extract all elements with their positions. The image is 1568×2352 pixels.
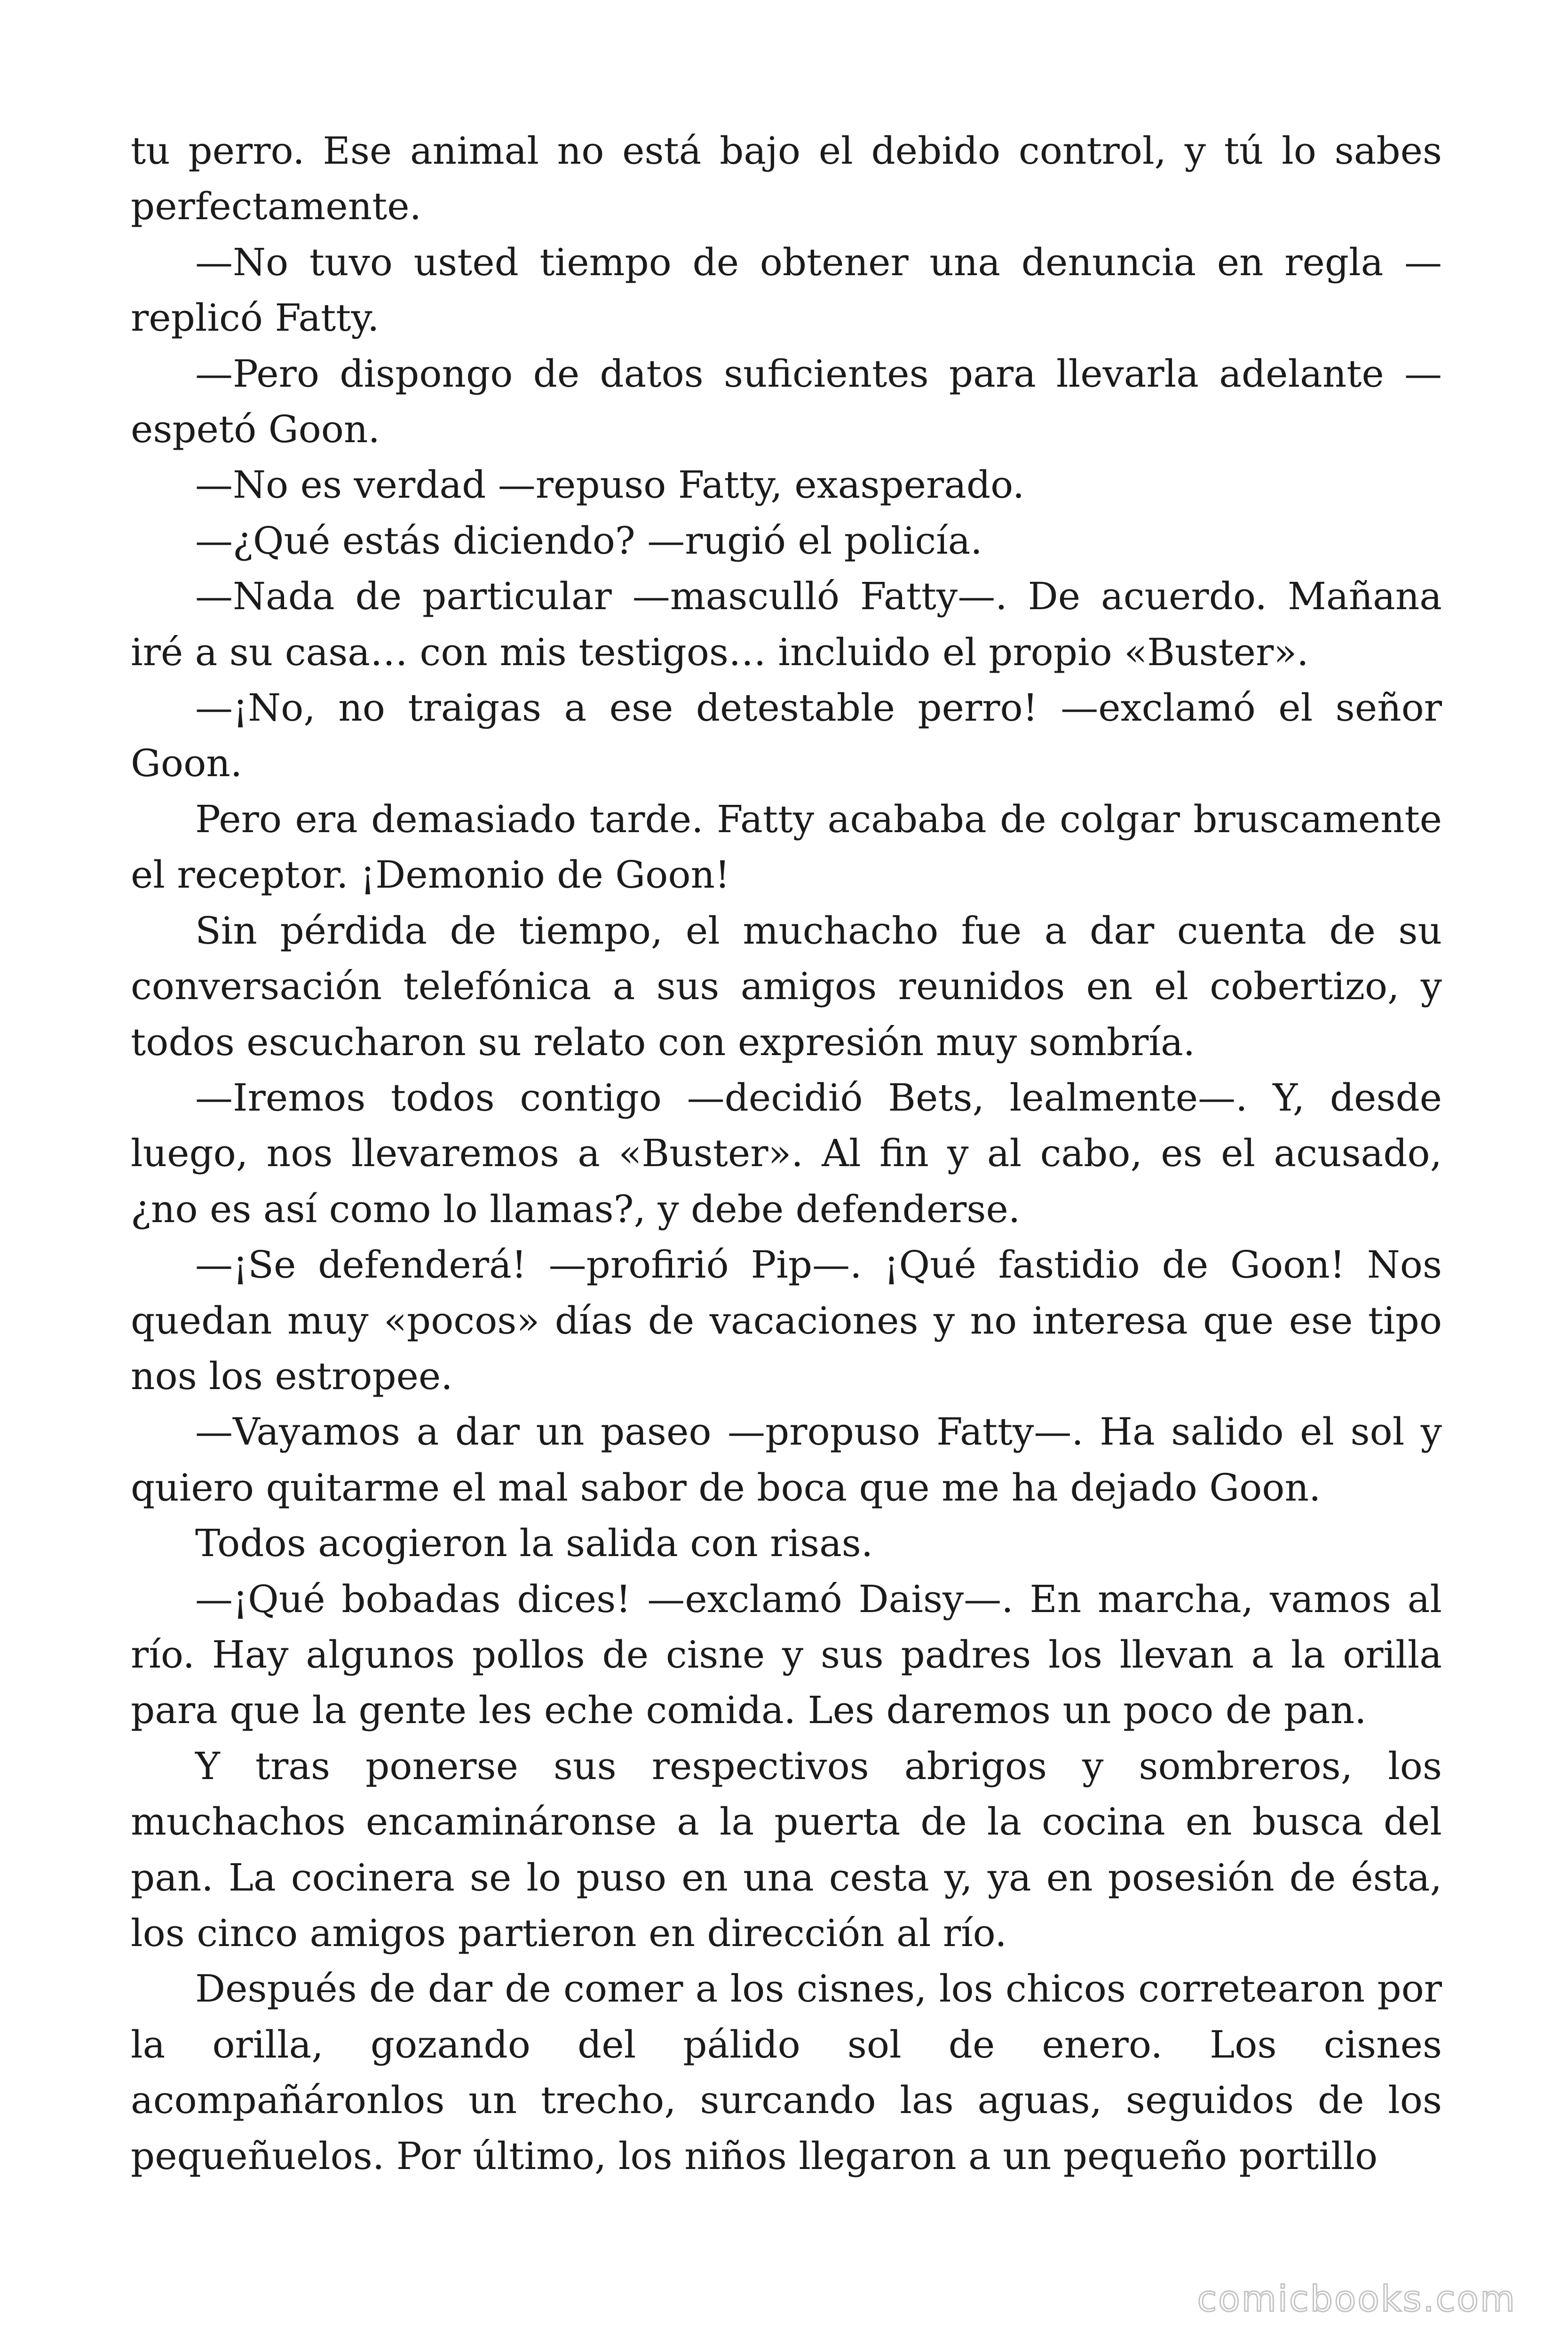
paragraph-12: —Vayamos a dar un paseo —propuso Fatty—. Ha salido el sol y quiero quitarme el mal sabor de boca que me ha dejado Goon. (131, 1410, 1442, 1510)
paragraph-9: Sin pérdida de tiempo, el muchacho fue a dar cuenta de su conversación telefónica a sus amigos reunidos en el cobertizo, y todos escucharon su relato con expresión muy sombría. (131, 908, 1442, 1064)
paragraph-4: —No es verdad —repuso Fatty, exasperado. (195, 463, 1025, 507)
paragraph-11: —¡Se defenderá! —profirió Pip—. ¡Qué fastidio de Goon! Nos quedan muy «pocos» días de vacaciones y no interesa que ese tipo nos los estropee. (131, 1243, 1442, 1398)
paragraph-3: —Pero dispongo de datos suficientes para llevarla adelante —espetó Goon. (131, 351, 1442, 452)
paragraph-15: Y tras ponerse sus respectivos abrigos y sombreros, los muchachos encamináronse a la puerta de la cocina en busca del pan. La cocinera se lo puso en una cesta y, ya en posesión de ésta, los cinco amigos partieron en dirección al río. (131, 1744, 1442, 1955)
paragraph-1: tu perro. Ese animal no está bajo el debido control, y tú lo sabes perfectamente. (131, 129, 1442, 229)
paragraph-5: —¿Qué estás diciendo? —rugió el policía. (195, 518, 982, 563)
paragraph-14: —¡Qué bobadas dices! —exclamó Daisy—. En marcha, vamos al río. Hay algunos pollos de cisne y sus padres los llevan a la orilla para que la gente les eche comida. Les daremos un poco de pan. (131, 1577, 1442, 1732)
paragraph-10: —Iremos todos contigo —decidió Bets, lealmente—. Y, desde luego, nos llevaremos a «Buster». Al fin y al cabo, es el acusado, ¿no es así como lo llamas?, y debe defenderse. (131, 1075, 1442, 1231)
watermark-text: comicbooks.com (1197, 2278, 1516, 2320)
paragraph-13: Todos acogieron la salida con risas. (195, 1521, 873, 1565)
paragraph-6: —Nada de particular —masculló Fatty—. De acuerdo. Mañana iré a su casa… con mis testigos… incluido el propio «Buster». (131, 574, 1442, 674)
paragraph-2: —No tuvo usted tiempo de obtener una denuncia en regla —replicó Fatty. (131, 240, 1442, 340)
paragraph-7: —¡No, no traigas a ese detestable perro! —exclamó el señor Goon. (131, 686, 1442, 786)
paragraph-8: Pero era demasiado tarde. Fatty acababa de colgar bruscamente el receptor. ¡Demonio de Goon! (131, 797, 1442, 897)
paragraph-16: Después de dar de comer a los cisnes, los chicos corretearon por la orilla, gozando del pálido sol de enero. Los cisnes acompañáronlos un trecho, surcando las aguas, seguidos de los pequeñuelos. Por último, los niños llegaron a un pequeño portillo (131, 1967, 1442, 2178)
page-body-text (131, 123, 1442, 2184)
